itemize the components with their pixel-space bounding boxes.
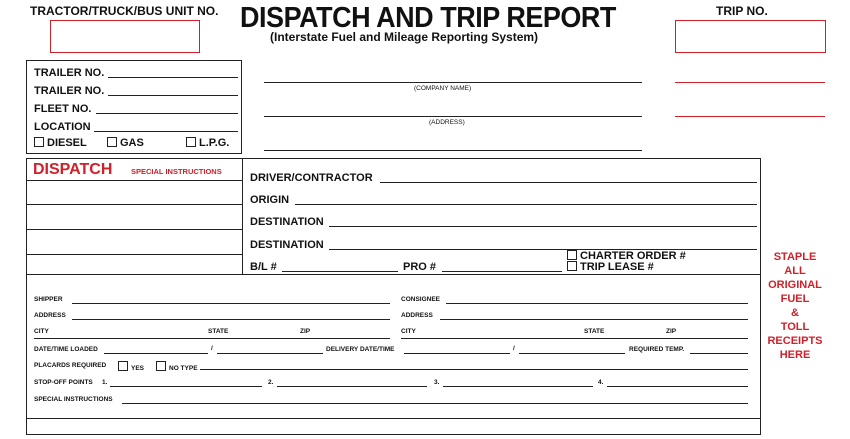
- shipper-field[interactable]: [72, 303, 390, 304]
- delivery-date-label: DELIVERY DATE/TIME: [326, 346, 395, 353]
- bl-label: B/L #: [250, 261, 277, 273]
- instructions-line-3[interactable]: [26, 229, 242, 230]
- staple-line: TOLL: [780, 321, 810, 333]
- shipper-label: SHIPPER: [34, 296, 63, 303]
- dispatch-box: [26, 158, 761, 435]
- staple-line: ORIGINAL: [768, 279, 822, 291]
- delivery-date-slash: /: [513, 345, 515, 352]
- address-field-2[interactable]: [264, 150, 642, 151]
- consignee-city-state-zip-field[interactable]: [401, 338, 748, 339]
- stop-4-field[interactable]: [607, 386, 748, 387]
- destination-label-1: DESTINATION: [250, 216, 324, 228]
- destination-label-2: DESTINATION: [250, 239, 324, 251]
- unit-number-field[interactable]: [50, 20, 200, 53]
- shipper-state-label: STATE: [208, 328, 229, 335]
- staple-receipts-note: [760, 250, 830, 362]
- trailer-no-label-1: TRAILER NO.: [34, 67, 105, 79]
- consignee-address-label: ADDRESS: [401, 312, 433, 319]
- lpg-checkbox[interactable]: [186, 137, 196, 147]
- shipper-city-state-zip-field[interactable]: [34, 338, 390, 339]
- stop-1-field[interactable]: [110, 386, 262, 387]
- consignee-field[interactable]: [446, 303, 748, 304]
- trip-number-field[interactable]: [675, 20, 826, 53]
- destination-field-1[interactable]: [329, 226, 757, 227]
- page-subtitle: (Interstate Fuel and Mileage Reporting System): [270, 30, 539, 44]
- stop-3-field[interactable]: [443, 386, 593, 387]
- trip-number-label: TRIP NO.: [716, 4, 768, 18]
- staple-line: &: [791, 307, 799, 319]
- trip-lease-checkbox[interactable]: [567, 261, 577, 271]
- instructions-line-2[interactable]: [26, 204, 242, 205]
- placards-no-option[interactable]: NO TYPE: [156, 361, 198, 372]
- placards-yes-option[interactable]: YES: [118, 361, 144, 372]
- consignee-zip-label: ZIP: [666, 328, 677, 335]
- origin-field[interactable]: [295, 204, 757, 205]
- bl-field[interactable]: [282, 271, 398, 272]
- origin-label: ORIGIN: [250, 194, 290, 206]
- required-temp-field[interactable]: [690, 353, 748, 354]
- placards-label: PLACARDS REQUIRED: [34, 362, 107, 369]
- staple-line: HERE: [779, 349, 811, 361]
- shipper-city-label: CITY: [34, 328, 49, 335]
- consignee-address-field[interactable]: [440, 319, 748, 320]
- stop-2-field[interactable]: [277, 386, 427, 387]
- unit-number-label: TRACTOR/TRUCK/BUS UNIT NO.: [30, 4, 219, 18]
- shipment-special-instructions-line-2[interactable]: [26, 418, 760, 419]
- dispatch-title: DISPATCH: [33, 161, 113, 178]
- dispatch-special-instructions-label: SPECIAL INSTRUCTIONS: [131, 167, 222, 176]
- fleet-no-label: FLEET NO.: [34, 103, 92, 115]
- trailer-no-label-2: TRAILER NO.: [34, 85, 105, 97]
- shipment-special-instructions-field[interactable]: [122, 403, 748, 404]
- fuel-diesel-option[interactable]: DIESEL: [34, 137, 87, 149]
- charter-order-option[interactable]: CHARTER ORDER #: [567, 250, 686, 262]
- staple-line: STAPLE: [773, 251, 817, 263]
- staple-line: RECEIPTS: [767, 335, 823, 347]
- date-loaded-label: DATE/TIME LOADED: [34, 346, 98, 353]
- consignee-city-label: CITY: [401, 328, 416, 335]
- dispatch-divider: [242, 158, 243, 274]
- delivery-date-field[interactable]: [404, 353, 510, 354]
- address-field[interactable]: [264, 116, 642, 117]
- location-field[interactable]: [94, 131, 238, 132]
- stop-2-number: 2.: [268, 379, 274, 386]
- destination-field-2[interactable]: [329, 249, 757, 250]
- fleet-no-field[interactable]: [96, 113, 238, 114]
- staple-line: FUEL: [780, 293, 810, 305]
- stop-4-number: 4.: [598, 379, 604, 386]
- gas-checkbox[interactable]: [107, 137, 117, 147]
- driver-contractor-label: DRIVER/CONTRACTOR: [250, 172, 373, 184]
- consignee-state-label: STATE: [584, 328, 605, 335]
- placards-no-checkbox[interactable]: [156, 361, 166, 371]
- instructions-line-1[interactable]: [26, 180, 242, 181]
- shipper-zip-label: ZIP: [300, 328, 311, 335]
- trip-lease-option[interactable]: TRIP LEASE #: [567, 261, 654, 273]
- shipment-divider: [26, 274, 760, 275]
- company-name-caption: (COMPANY NAME): [414, 85, 472, 92]
- placards-yes-checkbox[interactable]: [118, 361, 128, 371]
- date-loaded-slash: /: [211, 345, 213, 352]
- placards-type-field[interactable]: [200, 369, 748, 370]
- shipper-address-label: ADDRESS: [34, 312, 66, 319]
- staple-line: ALL: [784, 265, 806, 277]
- date-loaded-field[interactable]: [104, 353, 208, 354]
- diesel-checkbox[interactable]: [34, 137, 44, 147]
- fuel-gas-option[interactable]: GAS: [107, 137, 144, 149]
- stop-3-number: 3.: [434, 379, 440, 386]
- charter-order-checkbox[interactable]: [567, 250, 577, 260]
- consignee-label: CONSIGNEE: [401, 296, 441, 303]
- pro-field[interactable]: [442, 271, 562, 272]
- trailer-no-field-2[interactable]: [108, 95, 238, 96]
- trailer-no-field-1[interactable]: [108, 77, 238, 78]
- shipper-address-field[interactable]: [72, 319, 390, 320]
- delivery-time-field[interactable]: [519, 353, 625, 354]
- driver-contractor-field[interactable]: [380, 182, 757, 183]
- company-name-field[interactable]: [264, 82, 642, 83]
- page-title: DISPATCH AND TRIP REPORT: [240, 2, 616, 34]
- location-label: LOCATION: [34, 121, 91, 133]
- instructions-line-4[interactable]: [26, 254, 242, 255]
- time-loaded-field[interactable]: [217, 353, 323, 354]
- shipment-special-instructions-label: SPECIAL INSTRUCTIONS: [34, 396, 113, 403]
- stop-1-number: 1.: [102, 379, 108, 386]
- address-caption: (ADDRESS): [429, 119, 465, 126]
- trip-extra-line-1[interactable]: [675, 82, 825, 83]
- trip-extra-line-2[interactable]: [675, 116, 825, 117]
- pro-label: PRO #: [403, 261, 437, 273]
- stopoff-label: STOP-OFF POINTS: [34, 379, 93, 386]
- required-temp-label: REQUIRED TEMP.: [629, 346, 685, 353]
- fuel-lpg-option[interactable]: L.P.G.: [186, 137, 229, 149]
